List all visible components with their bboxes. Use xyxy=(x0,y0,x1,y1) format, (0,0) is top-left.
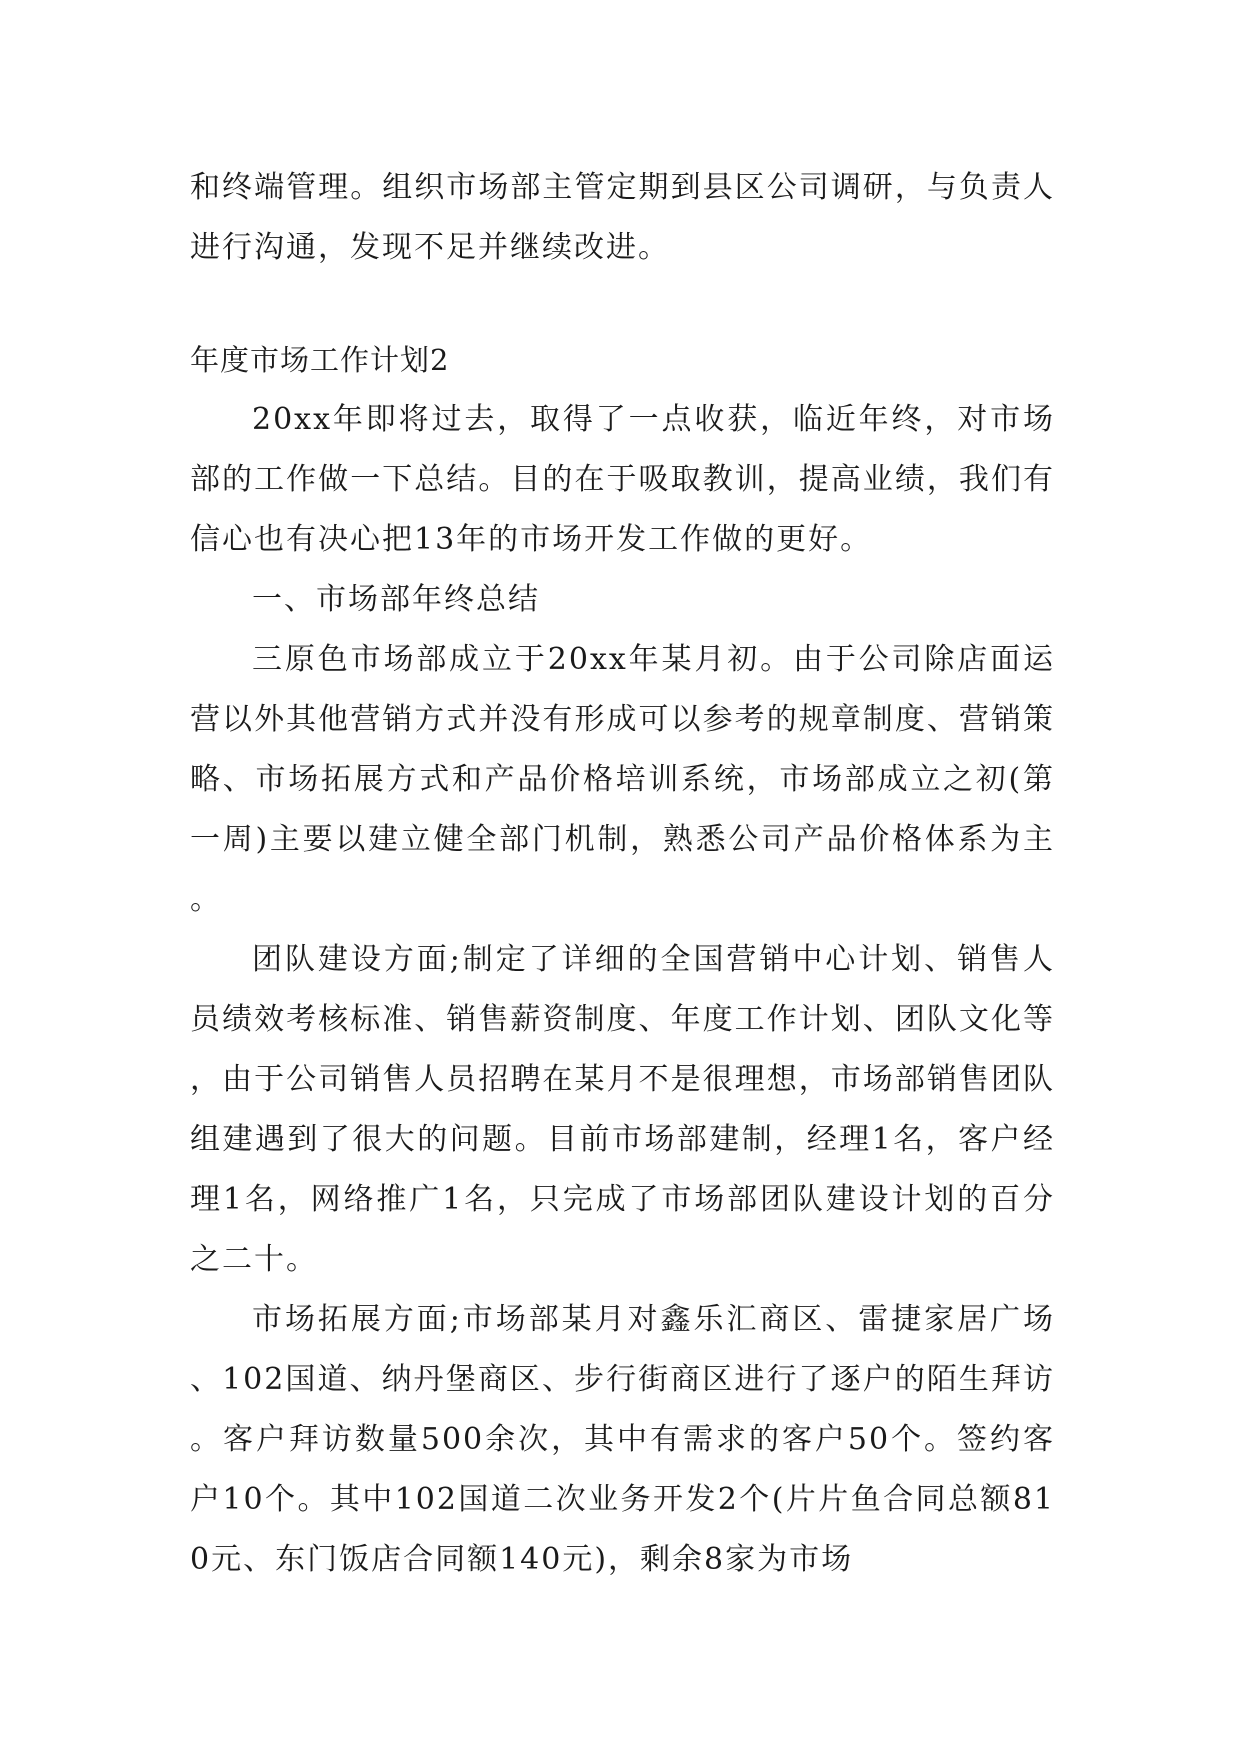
paragraph-team-building: 团队建设方面;制定了详细的全国营销中心计划、销售人员绩效考核标准、销售薪资制度、年度工作计划、团队文化等，由于公司销售人员招聘在某月不是很理想，市场部销售团队组建遇到了很大的问题。目前市场部建制，经理1名，客户经理1名，网络推广1名，只完成了市场部团队建设计划的百分之二十。 xyxy=(190,942,1055,1277)
subsection-title: 一、市场部年终总结 xyxy=(252,582,540,617)
fragment-paragraph: 和终端管理。组织市场部主管定期到县区公司调研，与负责人进行沟通，发现不足并继续改进。 xyxy=(190,170,1055,265)
section-heading: 年度市场工作计划2 xyxy=(190,343,450,377)
paragraph-summary-intro: 20xx年即将过去，取得了一点收获，临近年终，对市场部的工作做一下总结。目的在于吸取教训，提高业绩，我们有信心也有决心把13年的市场开发工作做的更好。 xyxy=(190,402,1055,557)
document-body xyxy=(190,390,1055,1590)
paragraph-department-founding: 三原色市场部成立于20xx年某月初。由于公司除店面运营以外其他营销方式并没有形成可以参考的规章制度、营销策略、市场拓展方式和产品价格培训系统，市场部成立之初(第一周)主要以建立健全部门机制，熟悉公司产品价格体系为主。 xyxy=(190,642,1055,917)
paragraph-market-expansion: 市场拓展方面;市场部某月对鑫乐汇商区、雷捷家居广场、102国道、纳丹堡商区、步行街商区进行了逐户的陌生拜访。客户拜访数量500余次，其中有需求的客户50个。签约客户10个。其中102国道二次业务开发2个(片片鱼合同总额810元、东门饭店合同额140元)，剩余8家为市场 xyxy=(190,1302,1055,1577)
continuation-fragment xyxy=(190,158,1055,278)
